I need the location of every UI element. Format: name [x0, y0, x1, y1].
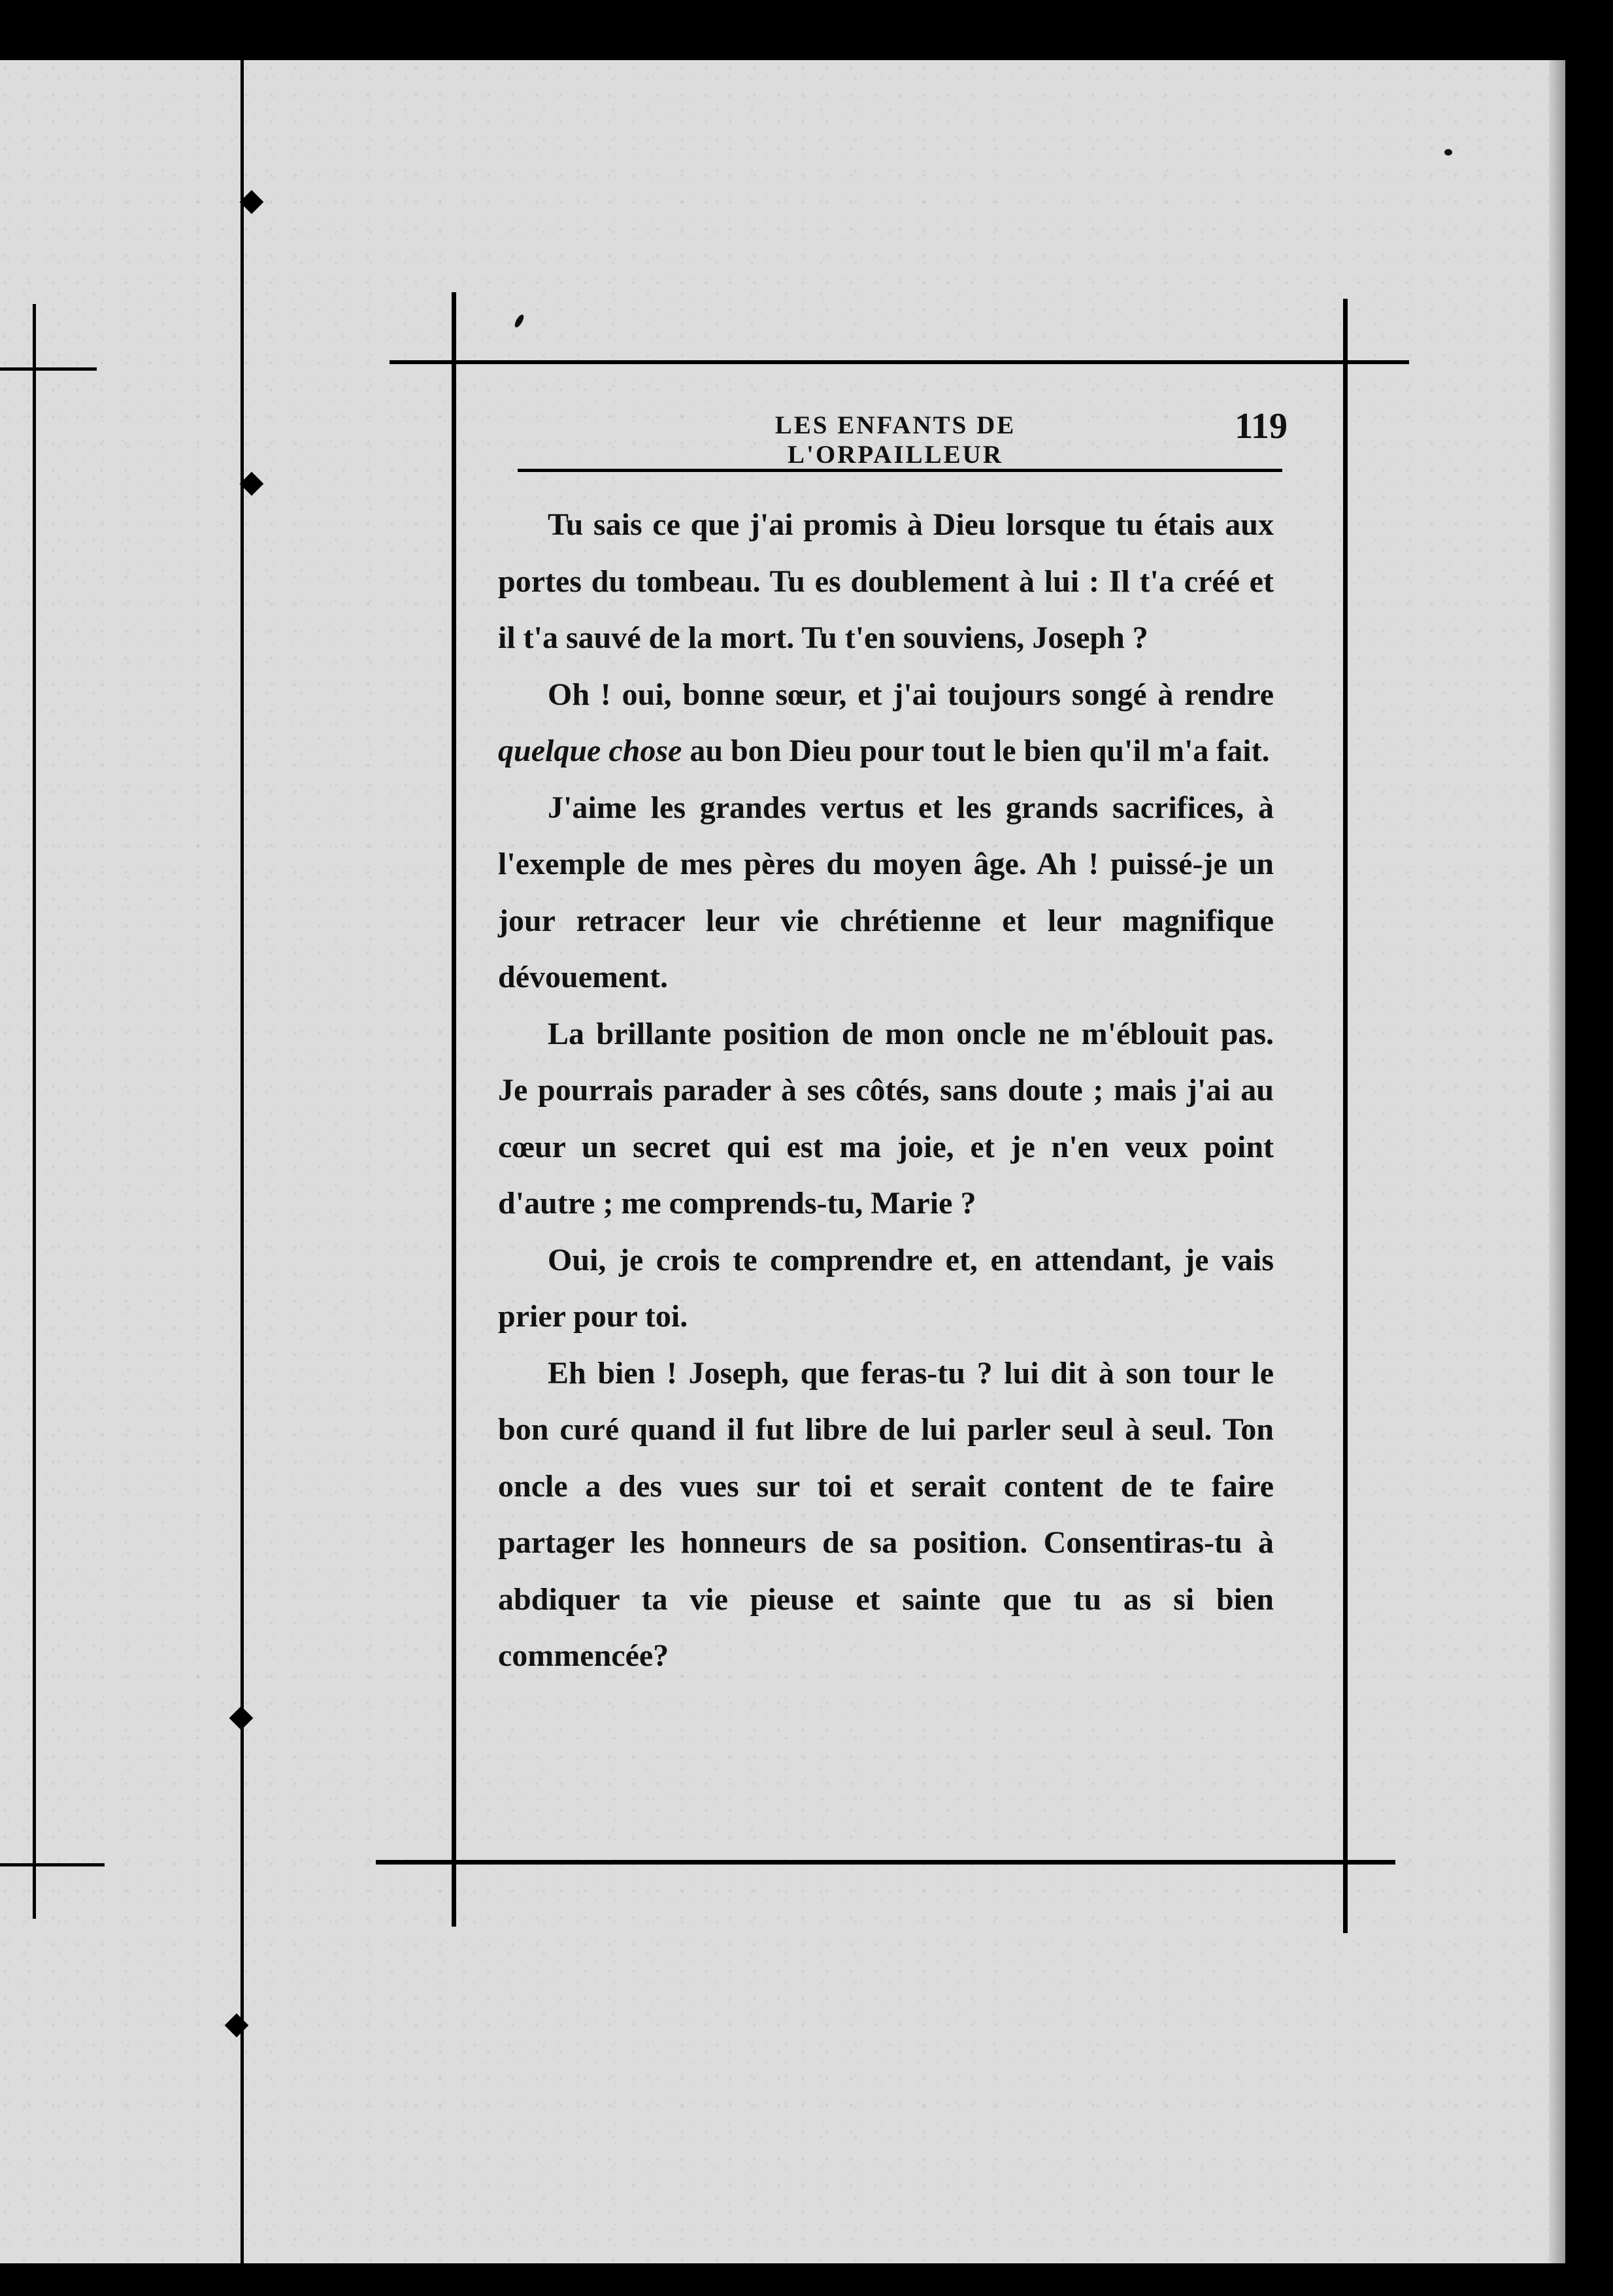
- ink-speck: [1444, 149, 1452, 156]
- frame-top-rule: [390, 360, 1409, 364]
- paragraph-text: Oui, je crois te comprendre et, en attendant, je vais prier pour toi.: [498, 1242, 1274, 1334]
- paragraph-text: Eh bien ! Joseph, que feras-tu ? lui dit à son tour le bon curé quand il fut libre de lui parler seul à seul. Ton oncle a des vues sur toi et serait content de te faire partager les honneurs de sa position. Consentiras-tu à abdiquer ta vie pieuse et sainte que tu as si bien commencée?: [498, 1355, 1274, 1673]
- paragraph-text: au bon Dieu pour tout le bien qu'il m'a fait.: [682, 734, 1270, 768]
- paragraph-text: Oh ! oui, bonne sœur, et j'ai toujours songé à rendre: [548, 677, 1274, 712]
- frame-right-rule: [1343, 299, 1348, 1933]
- facing-page-frame-vertical: [33, 304, 36, 1919]
- binding-gutter-line: [241, 60, 244, 2263]
- paragraph: [498, 1345, 1274, 1685]
- running-head-title: LES ENFANTS DE L'ORPAILLEUR: [774, 411, 1016, 469]
- facing-page-frame-bottom: [0, 1863, 105, 1866]
- frame-left-rule: [452, 292, 456, 1927]
- frame-bottom-rule: [376, 1860, 1395, 1865]
- paragraph-text: Tu sais ce que j'ai promis à Dieu lorsque tu étais aux portes du tombeau. Tu es doublement à lui : Il t'a créé et il t'a sauvé de la mort. Tu t'en souviens, Joseph ?: [498, 507, 1274, 655]
- italic-emphasis: quelque chose: [498, 734, 682, 768]
- paragraph-text: J'aime les grandes vertus et les grands sacrifices, à l'exemple de mes pères du moyen âge. Ah ! puissé-je un jour retracer leur vie chrétienne et leur magnifique dévouement.: [498, 790, 1274, 994]
- paragraph: [498, 667, 1274, 780]
- page-edge-shadow: [1549, 60, 1565, 2263]
- paragraph-text: La brillante position de mon oncle ne m'éblouit pas. Je pourrais parader à ses côtés, sans doute ; mais j'ai au cœur un secret qui est ma joie, et je n'en veux point d'autre ; me comprends-tu, Marie ?: [498, 1016, 1274, 1221]
- paragraph: [498, 497, 1274, 667]
- facing-page-frame-top: [0, 367, 97, 371]
- page-number: 119: [1235, 406, 1288, 447]
- paragraph: [498, 1006, 1274, 1232]
- paragraph: [498, 780, 1274, 1006]
- body-text: [498, 497, 1274, 1685]
- paragraph: [498, 1232, 1274, 1345]
